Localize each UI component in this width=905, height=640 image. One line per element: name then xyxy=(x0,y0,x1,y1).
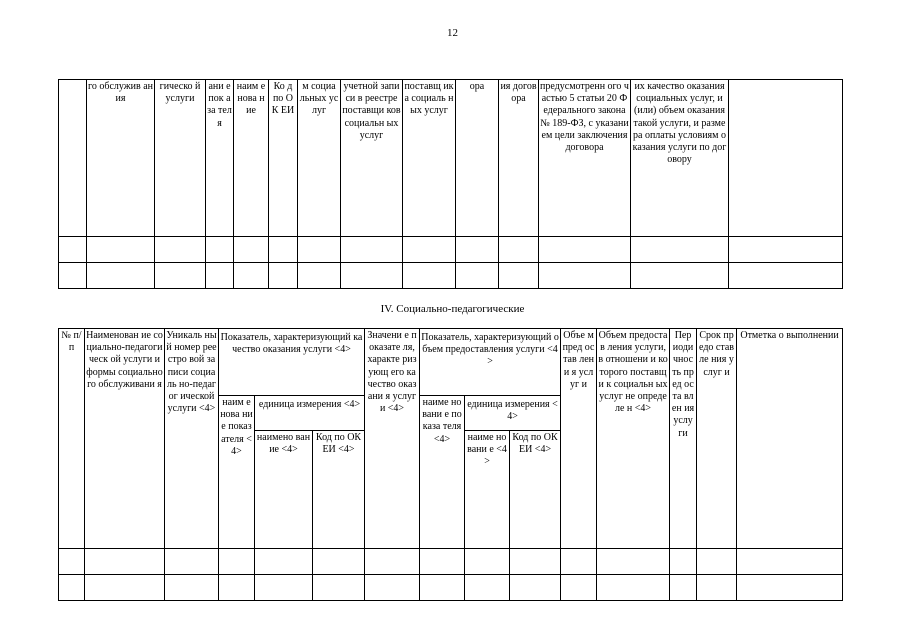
top-header-cell: предусмотренн ого частью 5 статьи 20 Федерального закона № 189-ФЗ, с указанием цели заключения договора xyxy=(539,80,631,237)
header-volume-name: наиме новани е показа теля <4> xyxy=(420,396,465,549)
page-number: 12 xyxy=(447,27,458,39)
header-term: Срок предо ставле ния услуг и xyxy=(697,329,737,549)
header-num: № п/п xyxy=(59,329,85,549)
header-quality-unit: единица измерения <4> xyxy=(255,396,365,431)
top-continuation-table xyxy=(58,79,843,289)
top-header-cell: гическо й услуги xyxy=(155,80,206,237)
header-volume-indicator: Показатель, характеризующий объем предоставления услуги <4> xyxy=(420,329,561,396)
header-row-1 xyxy=(59,329,843,396)
section-title: IV. Социально-педагогические xyxy=(380,303,525,315)
top-header-cell: ани е пок аза тел я xyxy=(206,80,234,237)
top-header-cell: го обслужив ания xyxy=(87,80,155,237)
header-quality-unit-code: Код по ОКЕИ <4> xyxy=(313,431,365,549)
top-header-cell xyxy=(729,80,843,237)
table-row xyxy=(59,549,843,575)
top-header-cell xyxy=(59,80,87,237)
table-row xyxy=(59,575,843,601)
header-quality-indicator: Показатель, характеризующий качество оказания услуги <4> xyxy=(219,329,365,396)
header-completion-mark: Отметка о выполнении xyxy=(737,329,843,549)
top-header-row xyxy=(59,80,843,237)
top-header-cell: ия догов ора xyxy=(499,80,539,237)
header-volume-unit-code: Код по ОКЕИ <4> xyxy=(510,431,561,549)
top-header-cell: их качество оказания социальных услуг, и (или) объем оказания такой услуги, и размера оплаты условиям оказания услуги по договору xyxy=(631,80,729,237)
header-volume: Объе м пред остав лени я услуг и xyxy=(561,329,597,549)
header-quality-name: наим енова ние показ ателя <4> xyxy=(219,396,255,549)
table-row xyxy=(59,237,843,263)
top-header-cell: Ко д по ОК ЕИ xyxy=(269,80,298,237)
social-pedagogical-services-table xyxy=(58,328,843,601)
table-row xyxy=(59,263,843,289)
header-volume-provided: Объем предостав ления услуги, в отношени и которого поставщи к социальн ых услуг не определе н <4> xyxy=(597,329,670,549)
header-volume-unit: единица измерения <4> xyxy=(465,396,561,431)
header-periodicity: Пер иоди чнос ть пред оста влен ия услу ги xyxy=(670,329,697,549)
header-service-name: Наименован ие социально-педагогическ ой услуги и формы социального обслуживани я xyxy=(85,329,165,549)
header-quality-value: Значени е показате ля, характе ризующ его качество оказани я услуги <4> xyxy=(365,329,420,549)
top-header-cell: ора xyxy=(456,80,499,237)
top-header-cell: учетной записи в реестре поставщи ков социальн ых услуг xyxy=(341,80,403,237)
top-header-cell: м социа льных услуг xyxy=(298,80,341,237)
header-volume-unit-name: наиме новани е <4> xyxy=(465,431,510,549)
top-header-cell: наим енова ние xyxy=(234,80,269,237)
top-header-cell: поставщ ика социаль ных услуг xyxy=(403,80,456,237)
header-quality-unit-name: наимено вание <4> xyxy=(255,431,313,549)
header-unique-number: Уникаль ный номер реестро вой записи социаль но-педагог ической услуги <4> xyxy=(165,329,219,549)
